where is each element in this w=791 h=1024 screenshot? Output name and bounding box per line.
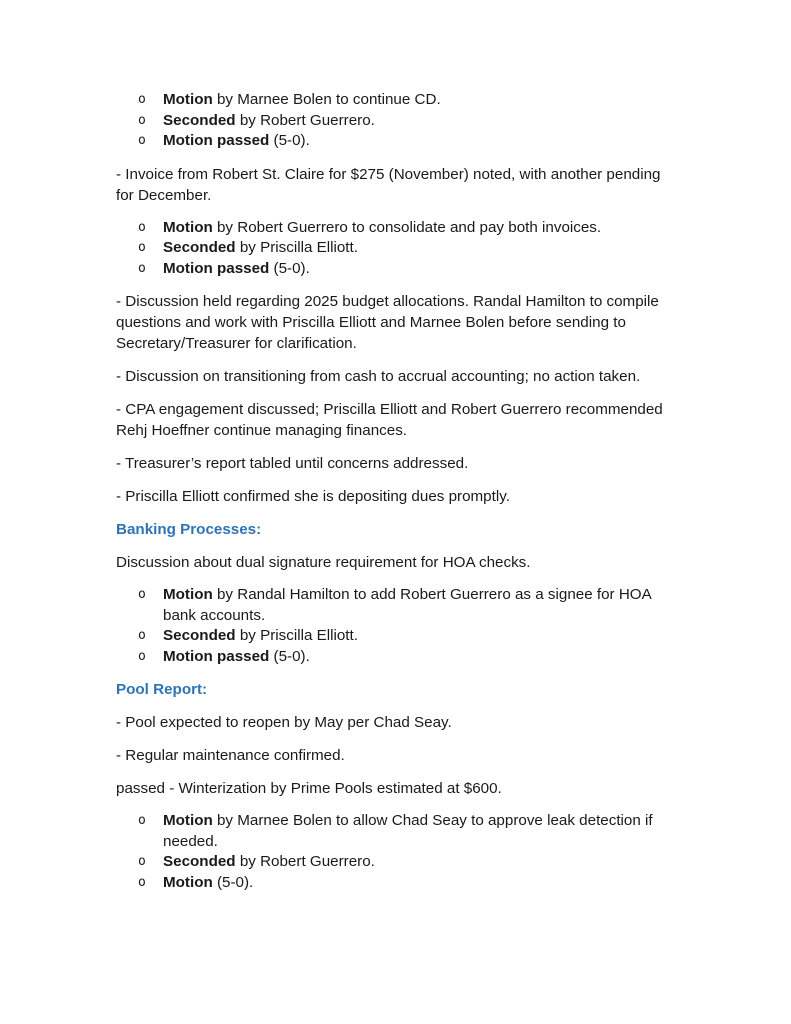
- list-item: [138, 647, 683, 668]
- list-item: [138, 238, 683, 259]
- list-item: [138, 585, 683, 626]
- cpa-paragraph: - CPA engagement discussed; Priscilla Elliott and Robert Guerrero recommended Rehj Hoeffner continue managing finances.: [116, 401, 663, 439]
- list-item: [138, 218, 683, 239]
- bullet-icon: o: [138, 813, 146, 828]
- bullet-icon: o: [138, 260, 146, 276]
- bullet-icon: o: [138, 874, 146, 890]
- list-item-text: by Robert Guerrero.: [235, 111, 375, 129]
- motion-list-pool: [116, 811, 791, 893]
- pool-reopen-paragraph: - Pool expected to reopen by May per Chad Seay.: [116, 714, 452, 731]
- list-item-text: by Robert Guerrero to consolidate and pay both invoices.: [212, 218, 602, 236]
- maintenance-paragraph: - Regular maintenance confirmed.: [116, 747, 345, 764]
- list-item: [138, 873, 683, 894]
- list-item-text: by Robert Guerrero.: [235, 853, 375, 870]
- list-item-bold: Seconded: [163, 239, 236, 256]
- motion-list-invoice: [116, 218, 791, 280]
- list-item-bold: Motion passed: [163, 259, 270, 277]
- budget-paragraph: - Discussion held regarding 2025 budget allocations. Randal Hamilton to compile questions and work with Priscilla Elliott and Marnee Bolen before sending to Secretary/Treasurer for clarification.: [116, 293, 659, 352]
- list-item-text: by Marnee Bolen to continue CD.: [212, 91, 441, 108]
- list-item-text: (5-0).: [269, 132, 310, 149]
- list-item-bold: Motion passed: [163, 132, 270, 149]
- bullet-icon: o: [138, 854, 146, 869]
- list-item-text: by Priscilla Elliott.: [235, 627, 358, 644]
- pool-heading: Pool Report:: [116, 681, 208, 698]
- list-item: [138, 626, 683, 647]
- invoice-paragraph: - Invoice from Robert St. Claire for $275 (November) noted, with another pending for December.: [116, 165, 661, 204]
- treasurer-report-paragraph: - Treasurer’s report tabled until concerns addressed.: [116, 455, 469, 472]
- bullet-icon: o: [138, 240, 146, 255]
- bullet-icon: o: [138, 648, 146, 664]
- list-item-text: by Marnee Bolen to allow Chad Seay to approve leak detection if needed.: [163, 812, 653, 850]
- list-item-text: (5-0).: [269, 647, 310, 665]
- bullet-icon: o: [138, 587, 146, 602]
- list-item-text: (5-0).: [269, 259, 310, 277]
- dues-paragraph: - Priscilla Elliott confirmed she is depositing dues promptly.: [116, 488, 510, 505]
- list-item-text: (5-0).: [212, 873, 254, 891]
- bullet-icon: o: [138, 219, 146, 235]
- bullet-icon: o: [138, 92, 146, 107]
- list-item-bold: Seconded: [163, 627, 236, 644]
- list-item-bold: Motion: [163, 873, 213, 891]
- list-item-bold: Motion: [163, 812, 213, 829]
- bullet-icon: o: [138, 628, 146, 643]
- list-item-text: by Priscilla Elliott.: [235, 239, 358, 256]
- list-item-bold: Motion: [163, 586, 213, 603]
- list-item-bold: Seconded: [163, 853, 236, 870]
- bullet-icon: o: [138, 133, 146, 148]
- winterization-paragraph: passed - Winterization by Prime Pools estimated at $600.: [116, 780, 502, 797]
- motion-list-cd: [116, 90, 791, 152]
- list-item-bold: Motion passed: [163, 647, 270, 665]
- list-item-text: by Randal Hamilton to add Robert Guerrero as a signee for HOA bank accounts.: [163, 586, 651, 624]
- banking-heading: Banking Processes:: [116, 521, 262, 538]
- list-item: [138, 111, 683, 132]
- list-item: [138, 90, 683, 111]
- list-item-bold: Motion: [163, 218, 213, 236]
- list-item: [138, 259, 683, 280]
- list-item: [138, 852, 683, 873]
- bullet-icon: o: [138, 112, 146, 128]
- list-item: [138, 811, 683, 852]
- list-item: [138, 131, 683, 152]
- banking-paragraph: Discussion about dual signature requirement for HOA checks.: [116, 554, 531, 571]
- accounting-paragraph: - Discussion on transitioning from cash to accrual accounting; no action taken.: [116, 368, 641, 385]
- list-item-bold: Seconded: [163, 111, 236, 129]
- motion-list-banking: [116, 585, 791, 667]
- list-item-bold: Motion: [163, 91, 213, 108]
